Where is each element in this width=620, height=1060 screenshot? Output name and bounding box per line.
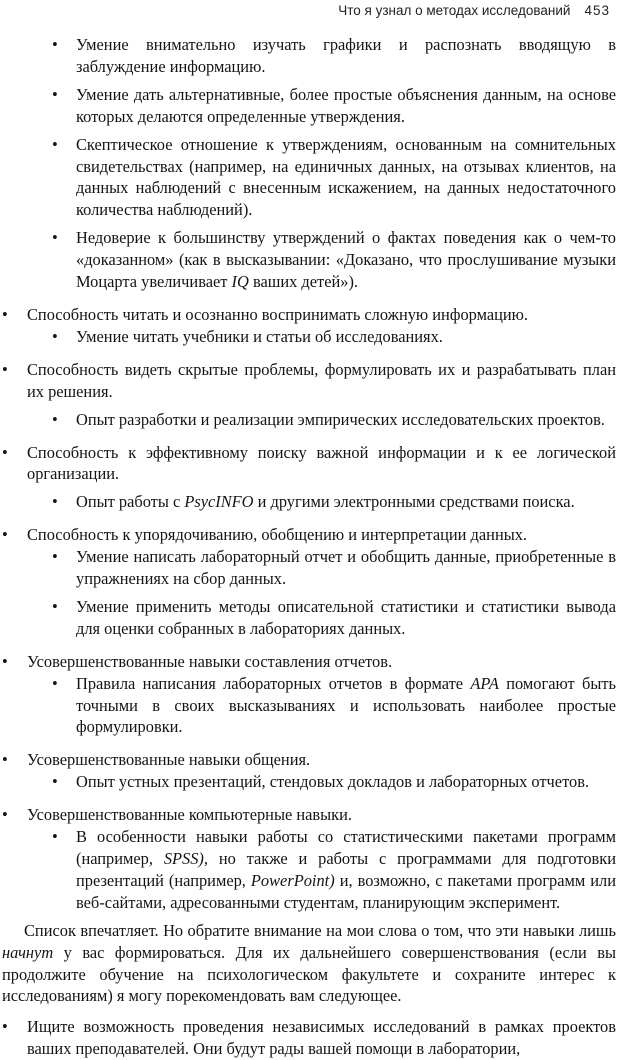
bullet-icon: •: [2, 651, 8, 671]
bullet-icon: •: [52, 772, 58, 792]
list-item: • Умение написать лабораторный отчет и обобщить данные, приобретенные в упражнениях на сбор данных.: [52, 547, 616, 589]
list-item: • Умение внимательно изучать графики и распознать вводящую в заблуждение информацию.: [52, 35, 616, 76]
list-item: • Умение дать альтернативные, более простые объяснения данным, на основе которых делаются определенные утверждения.: [52, 84, 616, 126]
list-item: • Скептическое отношение к утверждениям, основанным на сомнительных свидетельствах (например, на единичных данных, на отзывах клиентов, на данных наблюдений с внесенным искажением, на данных недостаточного количества наблюдений).: [52, 134, 616, 220]
list-item: • Опыт работы с PsycINFO и другими электронными средствами поиска.: [52, 492, 575, 512]
bullet-icon: •: [2, 359, 8, 379]
bullet-icon: •: [2, 442, 8, 462]
list-item: • Опыт разработки и реализации эмпирических исследовательских проектов.: [52, 409, 605, 429]
bullet-icon: •: [52, 84, 58, 104]
list-item: • Способность читать и осознанно воспринимать сложную информацию.: [2, 304, 529, 324]
bullet-icon: •: [2, 304, 8, 324]
bullet-icon: •: [2, 750, 8, 770]
page-body: [2, 34, 616, 1060]
list-item: • Недоверие к большинству утверждений о фактах поведения как о чем-то «доказанном» (как в высказывании: «Доказано, что прослушивание музыки Моцарта увеличивает IQ ваших детей»).: [52, 228, 616, 292]
bullet-icon: •: [52, 228, 58, 248]
list-item: • Усовершенствованные компьютерные навыки.: [2, 805, 352, 825]
bullet-icon: •: [2, 805, 8, 825]
bullet-icon: •: [52, 827, 58, 847]
list-item: • Опыт устных презентаций, стендовых докладов и лабораторных отчетов.: [52, 772, 590, 792]
running-header-title: Что я узнал о методах исследований: [338, 3, 571, 18]
list-item: • Ищите возможность проведения независимых исследований в рамках проектов ваших преподавателей. Они будут рады вашей помощи в лаборатории,: [2, 1017, 616, 1059]
bullet-icon: •: [52, 326, 58, 346]
running-header: [338, 3, 610, 18]
bullet-icon: •: [2, 1017, 8, 1037]
list-item: • Способность видеть скрытые проблемы, формулировать их и разрабатывать план их решения.: [2, 359, 616, 401]
list-item: • Усовершенствованные навыки общения.: [2, 750, 311, 770]
body-paragraph: Список впечатляет. Но обратите внимание на мои слова о том, что эти навыки лишь начнут у вас формироваться. Для их дальнейшего совершенствования (если вы продолжите обучение на психологическом факультете и сохраните интерес к исследованиям) я могу порекомендовать вам следующее.: [2, 920, 616, 1006]
bullet-icon: •: [52, 673, 58, 693]
bullet-icon: •: [52, 596, 58, 616]
list-item: • Умение применить методы описательной статистики и статистики вывода для оценки собранных в лабораториях данных.: [52, 596, 616, 638]
bullet-icon: •: [52, 409, 58, 429]
list-item: • Способность к упорядочиванию, обобщению и интерпретации данных.: [2, 525, 528, 545]
list-item: • Правила написания лабораторных отчетов в формате АРА помогают быть точными в своих высказываниях и использовать наиболее простые формулировки.: [52, 673, 616, 737]
bullet-icon: •: [52, 492, 58, 512]
list-item: • Умение читать учебники и статьи об исследованиях.: [52, 326, 443, 346]
bullet-icon: •: [52, 134, 58, 154]
list-item: • Способность к эффективному поиску важной информации и к ее логической организации.: [2, 442, 616, 484]
bullet-icon: •: [52, 547, 58, 567]
bullet-icon: •: [2, 525, 8, 545]
bullet-icon: •: [52, 35, 58, 54]
list-item: • Усовершенствованные навыки составления отчетов.: [2, 651, 393, 671]
list-item: • В особенности навыки работы со статистическими пакетами программ (например, SPSS), но также и работы с программами для подготовки презентаций (например, PowerPoint) и, возможно, с пакетами программ или веб-сайтами, адресованными студентам, планирующим эксперимент.: [52, 827, 617, 912]
page-number: 453: [584, 3, 610, 18]
